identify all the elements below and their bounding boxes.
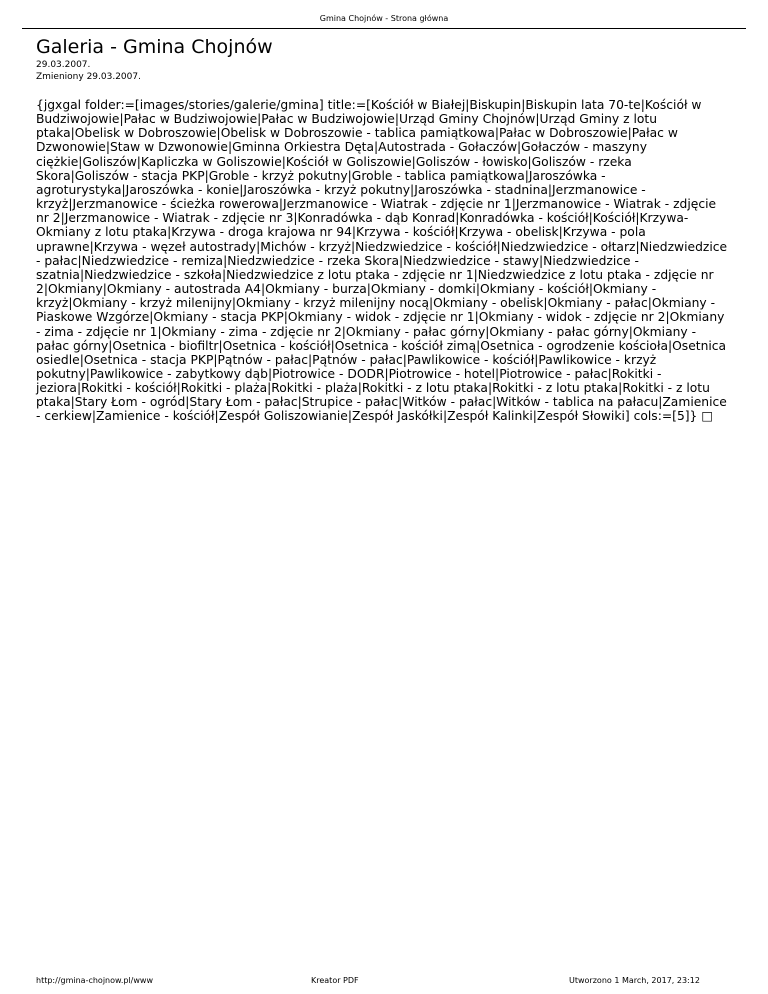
footer-created-timestamp: Utworzono 1 March, 2017, 23:12 xyxy=(569,976,700,985)
site-title: Gmina Chojnów - Strona główna xyxy=(319,14,449,23)
modified-date: Zmieniony 29.03.2007. xyxy=(36,72,141,82)
created-date: 29.03.2007. xyxy=(36,60,91,70)
article-body xyxy=(36,98,728,424)
header-divider xyxy=(22,28,746,29)
article-title: Galeria - Gmina Chojnów xyxy=(36,36,273,58)
footer-url: http://gmina-chojnow.pl/www xyxy=(36,976,153,985)
page-header xyxy=(0,14,768,24)
missing-glyph-box-icon: □ xyxy=(701,409,713,424)
footer-creator: Kreator PDF xyxy=(311,976,359,985)
gallery-shortcode-text: {jgxgal folder:=[images/stories/galerie/gmina] title:=[Kościół w Białej|Biskupin|Biskupin lata 70-te|Kościół w Budziwojowie|Pałac w Budziwojowie|Pałac w Budziwojowie|Urząd Gminy Chojnów|Urząd Gminy z lotu ptaka|Obelisk w Dobroszowie|Obelisk w Dobroszowie - tablica pamiątkowa|Pałac w Dobroszowie|Pałac w Dzwonowie|Staw w Dzwonowie|Gminna Orkiestra Dęta|Autostrada - Gołaczów|Gołaczów - maszyny ciężkie|Goliszów|Kapliczka w Goliszowie|Kościół w Goliszowie|Goliszów - łowisko|Goliszów - rzeka Skora|Goliszów - stacja PKP|Groble - krzyż pokutny|Groble - tablica pamiątkowa|Jaroszówka - agroturystyka|Jaroszówka - konie|Jaroszówka - krzyż pokutny|Jaroszówka - stadnina|Jerzmanowice - krzyż|Jerzmanowice - ścieżka rowerowa|Jerzmanowice - Wiatrak - zdjęcie nr 1|Jerzmanowice - Wiatrak - zdjęcie nr 2|Jerzmanowice - Wiatrak - zdjęcie nr 3|Konradówka - dąb Konrad|Konradówka - kościół|Kościół|Krzywa-Okmiany z lotu ptaka|Krzywa - droga krajowa nr 94|Krzywa - kościół|Krzywa - obelisk|Krzywa - pola uprawne|Krzywa - węzeł autostrady|Michów - krzyż|Niedzwiedzice - kościół|Niedzwiedzice - ołtarz|Niedzwiedzice - pałac|Niedzwiedzice - remiza|Niedzwiedzice - rzeka Skora|Niedzwiedzice - stawy|Niedzwiedzice - szatnia|Niedzwiedzice - szkoła|Niedzwiedzice z lotu ptaka - zdjęcie nr 1|Niedzwiedzice z lotu ptaka - zdjęcie nr 2|Okmiany|Okmiany - autostrada A4|Okmiany - burza|Okmiany - domki|Okmiany - kościół|Okmiany - krzyż|Okmiany - krzyż milenijny|Okmiany - krzyż milenijny nocą|Okmiany - obelisk|Okmiany - pałac|Okmiany - Piaskowe Wzgórze|Okmiany - stacja PKP|Okmiany - widok - zdjęcie nr 1|Okmiany - widok - zdjęcie nr 2|Okmiany - zima - zdjęcie nr 1|Okmiany - zima - zdjęcie nr 2|Okmiany - pałac górny|Okmiany - pałac górny|Okmiany - pałac górny|Osetnica - biofiltr|Osetnica - kościół|Osetnica - kościół zimą|Osetnica - ogrodzenie kościoła|Osetnica osiedle|Osetnica - stacja PKP|Pątnów - pałac|Pątnów - pałac|Pawlikowice - kościół|Pawlikowice - krzyż pokutny|Pawlikowice - zabytkowy dąb|Piotrowice - DODR|Piotrowice - hotel|Piotrowice - pałac|Rokitki - jeziora|Rokitki - kościół|Rokitki - plaża|Rokitki - plaża|Rokitki - z lotu ptaka|Rokitki - z lotu ptaka|Rokitki - z lotu ptaka|Stary Łom - ogród|Stary Łom - pałac|Strupice - pałac|Witków - pałac|Witków - tablica na pałacu|Zamienice - cerkiew|Zamienice - kościół|Zespół Goliszowianie|Zespół Jaskółki|Zespół Kalinki|Zespół Słowiki] cols:=[5]} xyxy=(36,98,728,424)
